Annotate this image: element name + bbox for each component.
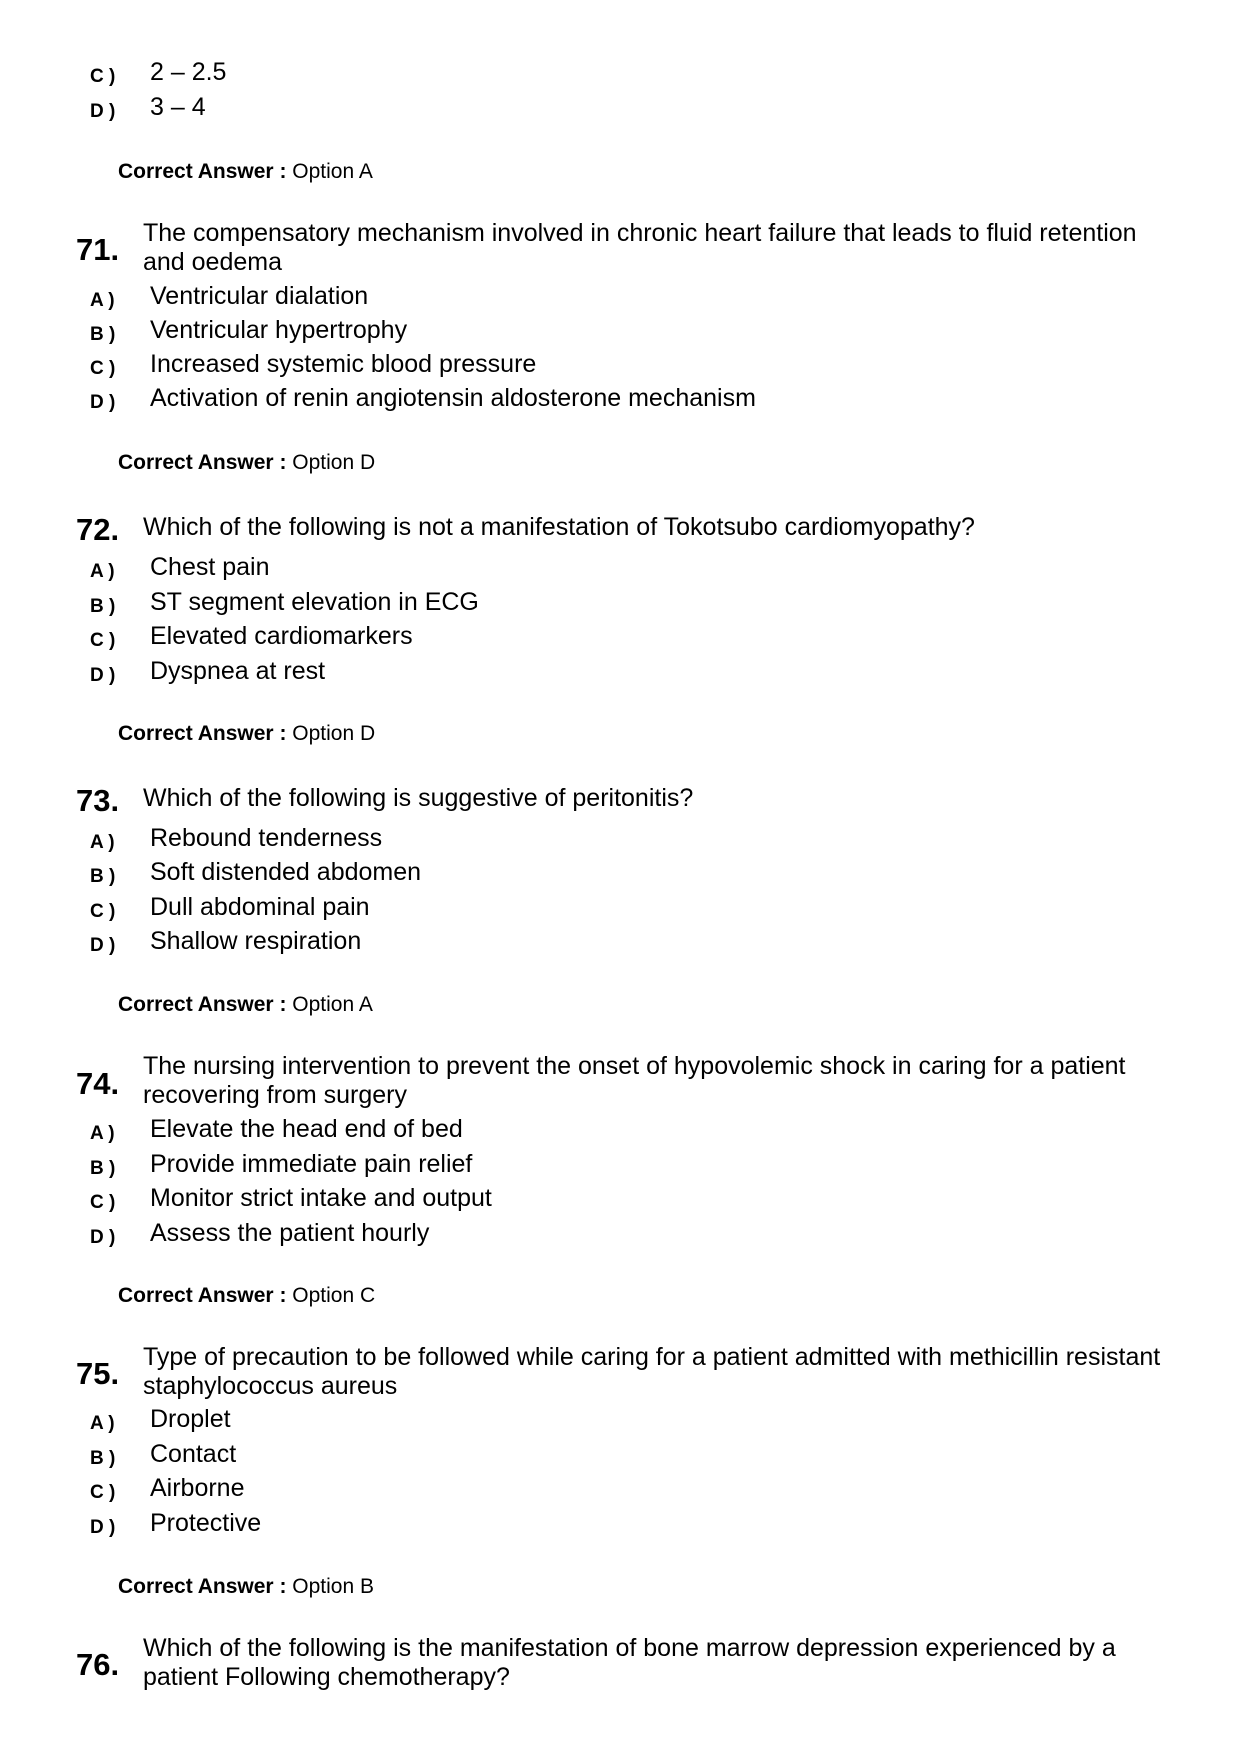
option-letter: C ): [90, 1482, 116, 1503]
option-text: Elevate the head end of bed: [150, 1115, 463, 1143]
correct-answer-label: Correct Answer :: [118, 1575, 287, 1598]
option-text: Ventricular dialation: [150, 282, 369, 310]
option-text: Droplet: [150, 1405, 231, 1433]
option-text: Soft distended abdomen: [150, 858, 422, 886]
option-letter: D ): [90, 1227, 116, 1248]
option-text: Dyspnea at rest: [150, 657, 326, 685]
correct-answer-label: Correct Answer :: [118, 993, 287, 1016]
option-text: Activation of renin angiotensin aldosterone mechanism: [150, 384, 756, 412]
option-text: Elevated cardiomarkers: [150, 622, 413, 650]
option-text: Dull abdominal pain: [150, 893, 370, 921]
option-letter: D ): [90, 101, 116, 122]
correct-answer-label: Correct Answer :: [118, 451, 287, 474]
correct-answer-label: Correct Answer :: [118, 722, 287, 745]
correct-answer-value: Option C: [292, 1284, 376, 1307]
question-number: 74.: [76, 1066, 120, 1101]
question-text: The compensatory mechanism involved in chronic heart failure that leads to fluid retention and oedema: [143, 219, 1137, 276]
option-letter: B ): [90, 1448, 116, 1469]
option-letter: C ): [90, 901, 116, 922]
option-text: Contact: [150, 1440, 237, 1468]
correct-answer-value: Option D: [292, 722, 376, 745]
option-text: Rebound tenderness: [150, 824, 383, 852]
correct-answer-value: Option D: [292, 451, 376, 474]
option-letter: C ): [90, 358, 116, 379]
correct-answer: [118, 160, 373, 184]
option-letter: A ): [90, 832, 115, 853]
question-text: Which of the following is the manifestation of bone marrow depression experienced by a patient Following chemotherapy?: [143, 1634, 1116, 1691]
question-text: Which of the following is not a manifestation of Tokotsubo cardiomyopathy?: [143, 513, 975, 541]
question-text: Type of precaution to be followed while caring for a patient admitted with methicillin resistant staphylococcus aureus: [143, 1343, 1161, 1400]
option-text: ST segment elevation in ECG: [150, 588, 479, 616]
option-letter: C ): [90, 1192, 116, 1213]
option-text: Provide immediate pain relief: [150, 1150, 473, 1178]
correct-answer-value: Option A: [292, 160, 373, 183]
correct-answer: [118, 1575, 374, 1599]
option-text: Airborne: [150, 1474, 245, 1502]
option-letter: D ): [90, 665, 116, 686]
question-number: 76.: [76, 1647, 120, 1682]
question-number: 73.: [76, 783, 120, 818]
option-text: Increased systemic blood pressure: [150, 350, 537, 378]
option-text: Monitor strict intake and output: [150, 1184, 492, 1212]
option-letter: D ): [90, 392, 116, 413]
question-number: 72.: [76, 512, 120, 547]
option-letter: A ): [90, 1123, 115, 1144]
option-letter: A ): [90, 290, 115, 311]
option-text: 2 – 2.5: [150, 58, 227, 86]
option-letter: B ): [90, 324, 116, 345]
correct-answer-value: Option A: [292, 993, 373, 1016]
correct-answer: [118, 451, 375, 475]
question-text: The nursing intervention to prevent the onset of hypovolemic shock in caring for a patient recovering from surgery: [143, 1052, 1126, 1109]
correct-answer-label: Correct Answer :: [118, 1284, 287, 1307]
correct-answer: [118, 722, 375, 746]
option-text: Assess the patient hourly: [150, 1219, 430, 1247]
option-letter: D ): [90, 1517, 116, 1538]
option-text: Ventricular hypertrophy: [150, 316, 408, 344]
question-text: Which of the following is suggestive of peritonitis?: [143, 784, 694, 812]
option-letter: C ): [90, 630, 116, 651]
option-text: Chest pain: [150, 553, 270, 581]
option-text: 3 – 4: [150, 93, 206, 121]
option-letter: D ): [90, 935, 116, 956]
correct-answer-label: Correct Answer :: [118, 160, 287, 183]
option-text: Shallow respiration: [150, 927, 362, 955]
option-letter: A ): [90, 1413, 115, 1434]
question-number: 71.: [76, 232, 120, 267]
option-letter: B ): [90, 866, 116, 887]
option-letter: A ): [90, 561, 115, 582]
question-number: 75.: [76, 1356, 120, 1391]
option-letter: C ): [90, 66, 116, 87]
option-text: Protective: [150, 1509, 262, 1537]
option-letter: B ): [90, 1158, 116, 1179]
option-letter: B ): [90, 596, 116, 617]
correct-answer: [118, 993, 373, 1017]
correct-answer-value: Option B: [292, 1575, 374, 1598]
correct-answer: [118, 1284, 375, 1308]
